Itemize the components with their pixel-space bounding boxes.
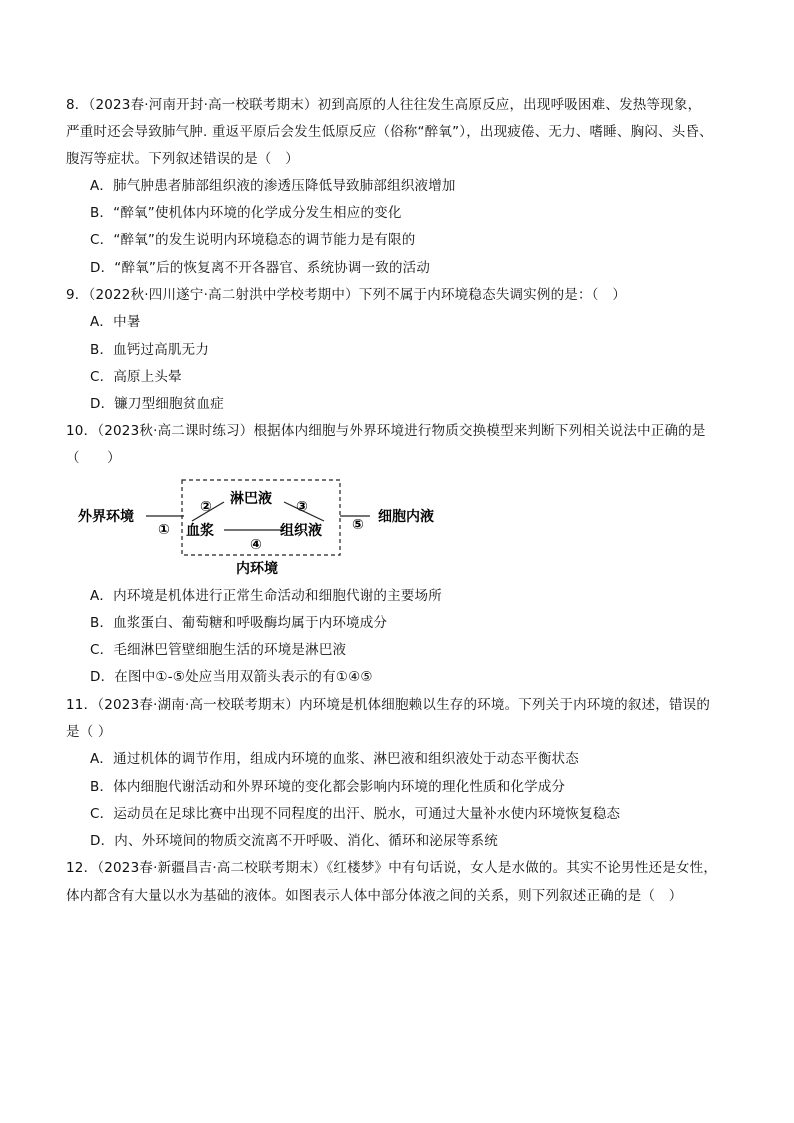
label-internal-environment: 内环境 (236, 561, 278, 577)
question-9-option-a: A．中暑 (90, 314, 141, 330)
label-plasma: 血浆 (186, 523, 214, 539)
question-9-option-d: D．镰刀型细胞贫血症 (90, 396, 224, 412)
question-11-option-c: C．运动员在足球比赛中出现不同程度的出汗、脱水，可通过大量补水使内环境恢复稳态 (90, 806, 621, 822)
question-10-option-a: A．内环境是机体进行正常生命活动和细胞代谢的主要场所 (90, 588, 442, 604)
label-number-4: ④ (250, 537, 262, 553)
label-number-5: ⑤ (352, 517, 364, 533)
question-8-stem-line-1: 8．（2023春·河南开封·高一校联考期末）初到高原的人往往发生高原反应，出现呼吸困难、发热等现象， (66, 97, 702, 113)
question-10-option-d: D．在图中①-⑤处应当用双箭头表示的有①④⑤ (90, 669, 373, 685)
label-external-environment: 外界环境 (78, 509, 134, 525)
question-10-option-b: B．血浆蛋白、葡萄糖和呼吸酶均属于内环境成分 (90, 615, 388, 631)
question-12-stem-line-1: 12．（2023春·新疆昌吉·高二校联考期末）《红楼梦》中有句话说，女人是水做的。其实不论男性还是女性， (66, 860, 718, 876)
label-intracellular-fluid: 细胞内液 (378, 509, 434, 525)
question-11-stem-line-2: 是（ ） (66, 724, 112, 740)
label-lymph: 淋巴液 (230, 491, 272, 507)
question-8-option-d: D．“醉氧”后的恢复离不开各器官、系统协调一致的活动 (90, 260, 431, 276)
question-8-stem-line-2: 严重时还会导致肺气肿. 重返平原后会发生低原反应（俗称“醉氧”），出现疲倦、无力、嗜睡、胸闷、头昏、 (66, 124, 713, 140)
question-10-stem-line-1: 10．（2023秋·高二课时练习）根据体内细胞与外界环境进行物质交换模型来判断下列相关说法中正确的是 (66, 423, 706, 439)
question-8-option-a: A．肺气肿患者肺部组织液的渗透压降低导致肺部组织液增加 (90, 178, 456, 194)
question-10-stem-line-2: （ ） (66, 450, 121, 466)
question-11-stem-line-1: 11．（2023春·湖南·高一校联考期末）内环境是机体细胞赖以生存的环境。下列关于内环境的叙述，错误的 (66, 697, 711, 713)
question-10-option-c: C．毛细淋巴管壁细胞生活的环境是淋巴液 (90, 642, 347, 658)
question-9-option-c: C．高原上头晕 (90, 369, 182, 385)
body-fluid-exchange-diagram (74, 478, 474, 582)
label-number-3: ③ (296, 499, 308, 515)
question-8-option-c: C．“醉氧”的发生说明内环境稳态的调节能力是有限的 (90, 232, 416, 248)
question-9-stem-line-1: 9．（2022秋·四川遂宁·高二射洪中学校考期中）下列不属于内环境稳态失调实例的是：（ ） (66, 287, 627, 303)
question-8-option-b: B．“醉氧”使机体内环境的化学成分发生相应的变化 (90, 205, 402, 221)
question-12-stem-line-2: 体内都含有大量以水为基础的液体。如图表示人体中部分体液之间的关系，则下列叙述正确的是（ ） (66, 888, 683, 904)
question-11-option-d: D．内、外环境间的物质交流离不开呼吸、消化、循环和泌尿等系统 (90, 833, 498, 849)
label-number-2: ② (200, 499, 212, 515)
question-8-stem-line-3: 腹泻等症状。下列叙述错误的是（ ） (66, 151, 299, 167)
question-11-option-a: A．通过机体的调节作用，组成内环境的血浆、淋巴液和组织液处于动态平衡状态 (90, 751, 579, 767)
label-tissue-fluid: 组织液 (280, 523, 322, 539)
question-9-option-b: B．血钙过高肌无力 (90, 342, 210, 358)
label-number-1: ① (158, 522, 170, 538)
question-11-option-b: B．体内细胞代谢活动和外界环境的变化都会影响内环境的理化性质和化学成分 (90, 779, 566, 795)
